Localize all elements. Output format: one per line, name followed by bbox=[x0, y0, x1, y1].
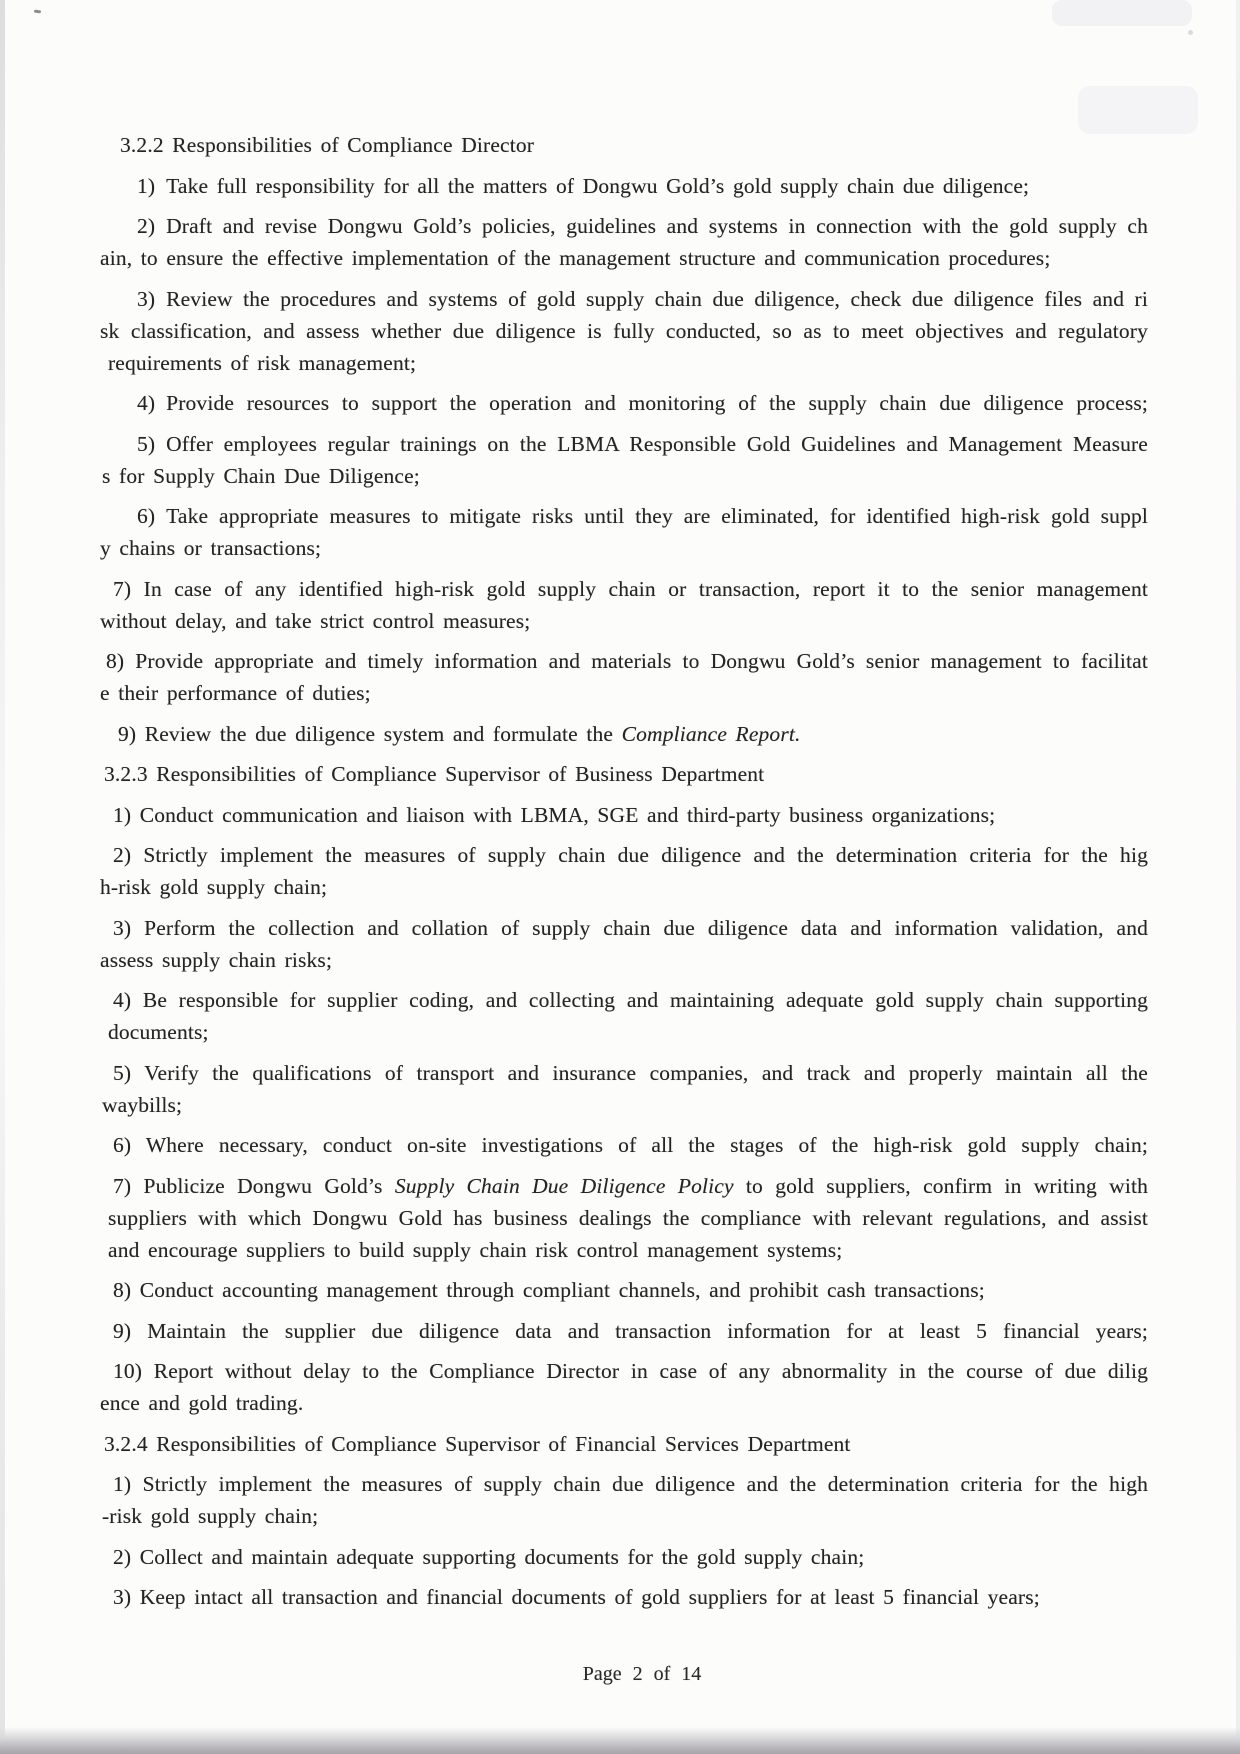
item-3-2-3-10 bbox=[100, 1355, 1148, 1419]
text-line: 2) Collect and maintain adequate supporting documents for the gold supply chain; bbox=[113, 1544, 865, 1569]
text-line: 6) Where necessary, conduct on-site investigations of all the stages of the high-risk gold supply chain; bbox=[113, 1133, 1148, 1157]
page-number: Page 2 of 14 bbox=[582, 1663, 702, 1685]
text-line: 3) Keep intact all transaction and financial documents of gold suppliers for at least 5 financial years; bbox=[113, 1585, 1040, 1609]
scan-speck bbox=[34, 10, 41, 14]
scan-edge-left bbox=[0, 0, 5, 1754]
item-3-2-4-3 bbox=[100, 1581, 1148, 1613]
scan-edge-bottom bbox=[0, 1727, 1240, 1754]
text-line: ain, to ensure the effective implementation of the management structure and communication procedures; bbox=[100, 246, 1051, 270]
text-line: waybills; bbox=[102, 1092, 183, 1117]
text-line: 9) Review the due diligence system and formulate the Compliance Report. bbox=[118, 721, 801, 746]
item-3-2-2-8 bbox=[100, 645, 1148, 709]
text-line: s for Supply Chain Due Diligence; bbox=[102, 463, 420, 488]
text-line: 1) Strictly implement the measures of supply chain due diligence and the determination criteria for the high bbox=[113, 1472, 1148, 1496]
heading-line: 3.2.2 Responsibilities of Compliance Director bbox=[120, 133, 535, 157]
text-line: y chains or transactions; bbox=[100, 536, 322, 560]
document-body bbox=[100, 129, 1148, 1622]
heading-3-2-2 bbox=[100, 129, 1148, 161]
item-3-2-3-8 bbox=[100, 1274, 1148, 1306]
scan-smudge bbox=[1052, 0, 1192, 26]
heading-3-2-4 bbox=[100, 1428, 1148, 1460]
item-3-2-4-1 bbox=[100, 1468, 1148, 1532]
heading-line: 3.2.4 Responsibilities of Compliance Supervisor of Financial Services Department bbox=[104, 1431, 851, 1456]
item-3-2-3-7 bbox=[100, 1170, 1148, 1266]
text-line: 7) Publicize Dongwu Gold’s Supply Chain Due Diligence Policy to gold suppliers, confirm in writing with bbox=[113, 1173, 1148, 1198]
item-3-2-3-2 bbox=[100, 839, 1148, 903]
text-line: 8) Provide appropriate and timely information and materials to Dongwu Gold’s senior management to facilitat bbox=[106, 649, 1148, 673]
text-line: 2) Strictly implement the measures of supply chain due diligence and the determination criteria for the hig bbox=[113, 843, 1148, 867]
item-3-2-2-5 bbox=[100, 428, 1148, 492]
text-line: 5) Offer employees regular trainings on the LBMA Responsible Gold Guidelines and Management Measure bbox=[137, 431, 1148, 456]
text-line: 1) Take full responsibility for all the matters of Dongwu Gold’s gold supply chain due diligence; bbox=[137, 173, 1030, 198]
text-line: 3) Review the procedures and systems of gold supply chain due diligence, check due diligence files and ri bbox=[137, 286, 1148, 311]
text-line: 9) Maintain the supplier due diligence data and transaction information for at least 5 financial years; bbox=[113, 1318, 1148, 1343]
item-3-2-3-5 bbox=[100, 1057, 1148, 1121]
text-line: 3) Perform the collection and collation of supply chain due diligence data and information validation, and bbox=[113, 915, 1148, 940]
text-line: assess supply chain risks; bbox=[100, 947, 333, 972]
text-line: suppliers with which Dongwu Gold has business dealings the compliance with relevant regulations, and assist bbox=[108, 1205, 1148, 1230]
item-3-2-3-6 bbox=[100, 1129, 1148, 1161]
scan-speck bbox=[1188, 30, 1193, 35]
item-3-2-2-9 bbox=[100, 718, 1148, 750]
text-line: 7) In case of any identified high-risk gold supply chain or transaction, report it to the senior management bbox=[113, 576, 1148, 601]
text-line: -risk gold supply chain; bbox=[102, 1504, 319, 1528]
text-line: 10) Report without delay to the Compliance Director in case of any abnormality in the course of due dilig bbox=[113, 1359, 1148, 1383]
text-line: 1) Conduct communication and liaison with LBMA, SGE and third-party business organizations; bbox=[113, 802, 996, 827]
item-3-2-4-2 bbox=[100, 1541, 1148, 1573]
text-line: ence and gold trading. bbox=[100, 1391, 304, 1415]
text-line: 2) Draft and revise Dongwu Gold’s policies, guidelines and systems in connection with the gold supply ch bbox=[137, 214, 1148, 238]
item-3-2-2-6 bbox=[100, 500, 1148, 564]
scan-smudge bbox=[1078, 86, 1198, 134]
text-line: sk classification, and assess whether due diligence is fully conducted, so as to meet objectives and regulatory bbox=[100, 318, 1148, 343]
item-3-2-2-2 bbox=[100, 210, 1148, 274]
text-line: 8) Conduct accounting management through compliant channels, and prohibit cash transactions; bbox=[113, 1278, 985, 1302]
text-line: requirements of risk management; bbox=[108, 350, 417, 375]
item-3-2-3-4 bbox=[100, 984, 1148, 1048]
heading-line: 3.2.3 Responsibilities of Compliance Supervisor of Business Department bbox=[104, 762, 765, 786]
item-3-2-2-7 bbox=[100, 573, 1148, 637]
item-3-2-2-3 bbox=[100, 283, 1148, 379]
text-line: without delay, and take strict control measures; bbox=[100, 608, 531, 633]
heading-3-2-3 bbox=[100, 758, 1148, 790]
item-3-2-2-1 bbox=[100, 170, 1148, 202]
text-line: and encourage suppliers to build supply chain risk control management systems; bbox=[108, 1237, 843, 1262]
text-line: documents; bbox=[108, 1020, 209, 1044]
item-3-2-3-3 bbox=[100, 912, 1148, 976]
text-line: 4) Be responsible for supplier coding, and collecting and maintaining adequate gold supply chain supporting bbox=[113, 988, 1148, 1012]
text-line: 4) Provide resources to support the operation and monitoring of the supply chain due diligence process; bbox=[137, 391, 1148, 415]
item-3-2-2-4 bbox=[100, 387, 1148, 419]
text-line: h-risk gold supply chain; bbox=[100, 875, 328, 899]
text-line: 5) Verify the qualifications of transport and insurance companies, and track and properly maintain all the bbox=[113, 1060, 1148, 1085]
scan-edge-right bbox=[1236, 0, 1240, 1754]
item-3-2-3-9 bbox=[100, 1315, 1148, 1347]
item-3-2-3-1 bbox=[100, 799, 1148, 831]
text-line: 6) Take appropriate measures to mitigate risks until they are eliminated, for identified high-risk gold suppl bbox=[137, 504, 1148, 528]
text-line: e their performance of duties; bbox=[100, 681, 371, 705]
